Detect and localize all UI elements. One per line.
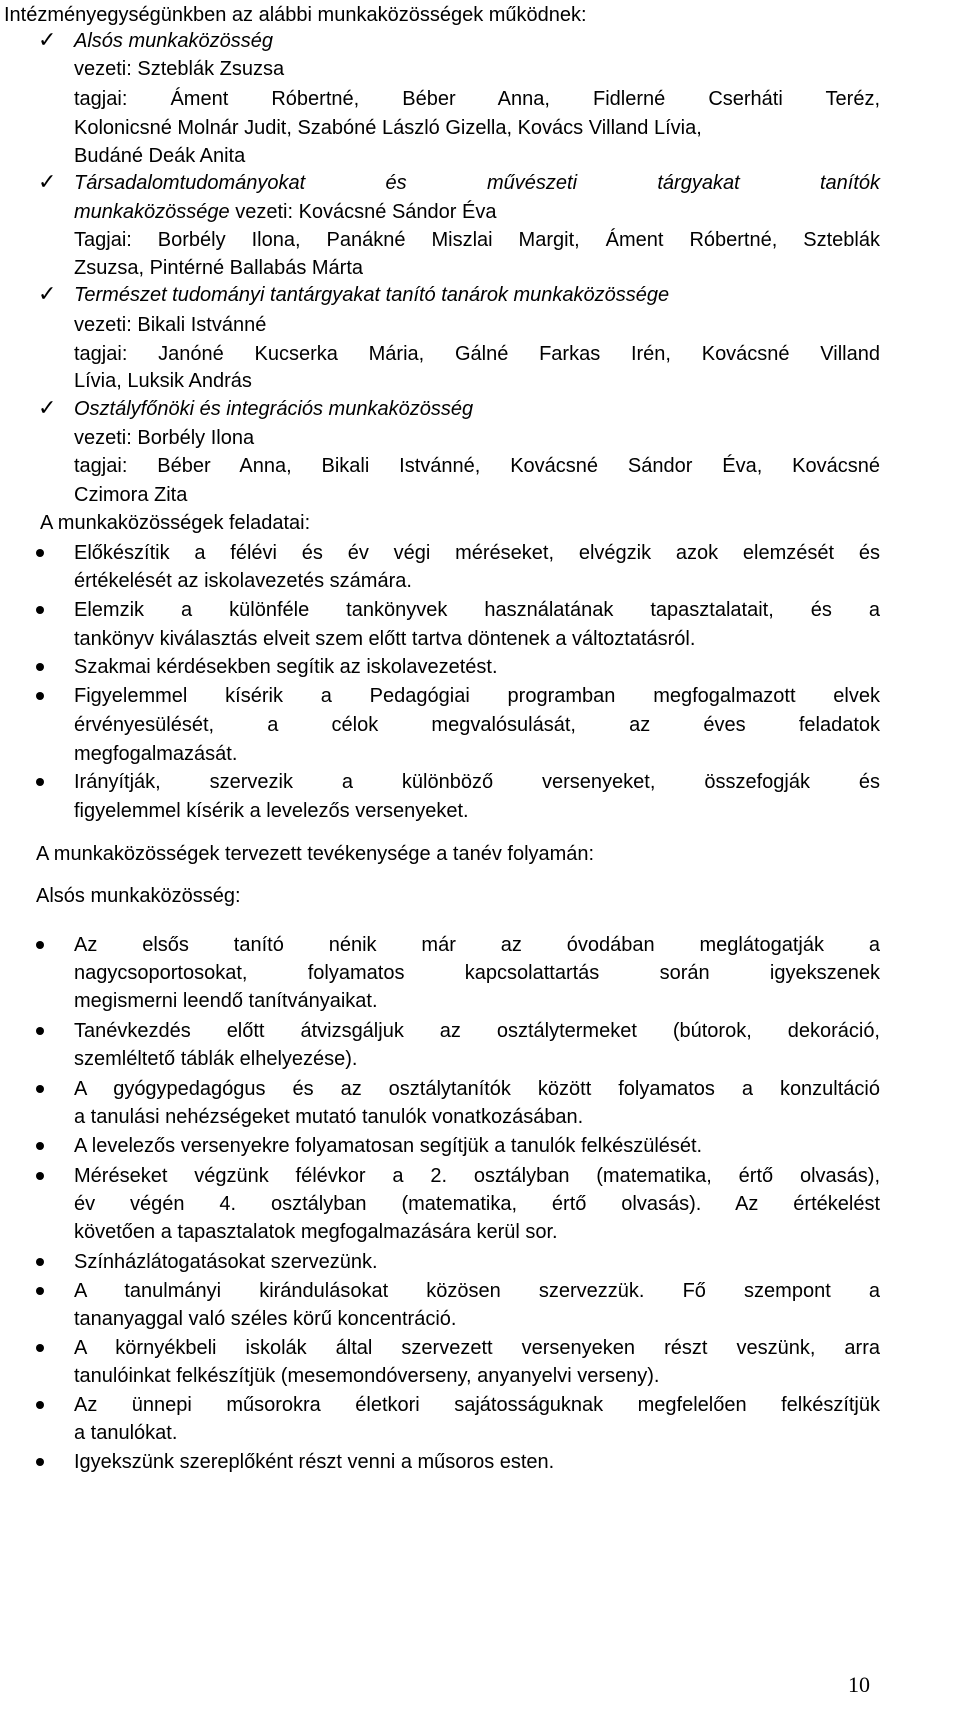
group-members: tagjai: Áment Róbertné, Béber Anna, Fidlerné Cserháti Teréz,: [74, 88, 880, 110]
plan-item: Színházlátogatásokat szervezünk.: [74, 1251, 378, 1273]
tasks-heading: A munkaközösségek feladatai:: [40, 512, 311, 534]
plan-item: megismerni leendő tanítványaikat.: [74, 990, 378, 1012]
plan-item: tananyaggal való széles körű koncentráció.: [74, 1308, 457, 1330]
bullet-dot-icon: [36, 663, 44, 671]
bullet-dot-icon: [36, 1401, 44, 1409]
plan-item: A gyógypedagógus és az osztálytanítók között folyamatos a konzultáció: [74, 1078, 880, 1100]
plan-item: A levelezős versenyekre folyamatosan segítjük a tanulók felkészülését.: [74, 1135, 703, 1157]
group-leader: vezeti: Kovácsné Sándor Éva: [229, 201, 497, 223]
bullet-dot-icon: [36, 549, 44, 557]
plan-item: a tanulási nehézségeket mutató tanulók vonatkozásában.: [74, 1106, 584, 1128]
task-item: tankönyv kiválasztás elveit szem előtt tartva döntenek a változtatásról.: [74, 628, 696, 650]
task-item: megfogalmazását.: [74, 743, 238, 765]
group-members: Czimora Zita: [74, 484, 188, 506]
page-number: 10: [848, 1672, 870, 1697]
bullet-dot-icon: [36, 1258, 44, 1266]
checkmark-icon: ✓: [38, 282, 57, 307]
plan-item: Igyekszünk szereplőként részt venni a műsoros esten.: [74, 1451, 555, 1473]
bullet-dot-icon: [36, 1027, 44, 1035]
intro-text: Intézményegységünkben az alábbi munkaközösségek működnek:: [4, 4, 587, 26]
plan-item: Az ünnepi műsorokra életkori sajátosságuknak megfelelően felkészítjük: [74, 1394, 880, 1416]
bullet-dot-icon: [36, 1142, 44, 1150]
plan-item: tanulóinkat felkészítjük (mesemondóverseny, anyanyelvi verseny).: [74, 1365, 660, 1387]
group-leader: vezeti: Szteblák Zsuzsa: [74, 58, 285, 80]
checkmark-icon: ✓: [38, 396, 57, 421]
group-members: Tagjai: Borbély Ilona, Panákné Miszlai Margit, Áment Róbertné, Szteblák: [74, 229, 880, 251]
group-members: Kolonicsné Molnár Judit, Szabóné László Gizella, Kovács Villand Lívia,: [74, 117, 702, 139]
task-item: Irányítják, szervezik a különböző versenyeket, összefogják és: [74, 771, 880, 793]
group-members: Lívia, Luksik András: [74, 370, 252, 392]
plan-item: A tanulmányi kirándulásokat közösen szervezzük. Fő szempont a: [74, 1280, 880, 1302]
group-members: Zsuzsa, Pintérné Ballabás Márta: [74, 257, 364, 279]
group-title: Osztályfőnöki és integrációs munkaközösség: [74, 398, 474, 420]
plan-item: nagycsoportosokat, folyamatos kapcsolattartás során igyekszenek: [74, 962, 880, 984]
checkmark-icon: ✓: [38, 28, 57, 53]
plan-item: követően a tapasztalatok megfogalmazására kerül sor.: [74, 1221, 558, 1243]
group-members: tagjai: Janóné Kucserka Mária, Gálné Farkas Irén, Kovácsné Villand: [74, 343, 880, 365]
bullet-dot-icon: [36, 1344, 44, 1352]
group-leader: vezeti: Borbély Ilona: [74, 427, 255, 449]
plan-item: Tanévkezdés előtt átvizsgáljuk az osztálytermeket (bútorok, dekoráció,: [74, 1020, 880, 1042]
task-item: értékelését az iskolavezetés számára.: [74, 570, 412, 592]
task-item: Elemzik a különféle tankönyvek használatának tapasztalatait, és a: [74, 599, 880, 621]
bullet-dot-icon: [36, 1172, 44, 1180]
checkmark-icon: ✓: [38, 170, 57, 195]
bullet-dot-icon: [36, 606, 44, 614]
task-item: figyelemmel kísérik a levelezős versenyeket.: [74, 800, 469, 822]
bullet-dot-icon: [36, 1085, 44, 1093]
plan-item: Az elsős tanító nénik már az óvodában meglátogatják a: [74, 934, 880, 956]
bullet-dot-icon: [36, 778, 44, 786]
group-members: Budáné Deák Anita: [74, 145, 246, 167]
plan-item: a tanulókat.: [74, 1422, 178, 1444]
group-members: tagjai: Béber Anna, Bikali Istvánné, Kovácsné Sándor Éva, Kovácsné: [74, 455, 880, 477]
bullet-dot-icon: [36, 941, 44, 949]
bullet-dot-icon: [36, 1458, 44, 1466]
group-title: Alsós munkaközösség: [74, 30, 273, 52]
group-leader: vezeti: Bikali Istvánné: [74, 314, 267, 336]
task-item: Figyelemmel kísérik a Pedagógiai programban megfogalmazott elvek: [74, 685, 880, 707]
task-item: érvényesülését, a célok megvalósulását, az éves feladatok: [74, 714, 880, 736]
plan-item: szemléltető táblák elhelyezése).: [74, 1048, 358, 1070]
group-title-cont: munkaközössége: [74, 201, 230, 223]
group-title-line2: [74, 199, 496, 225]
plan-heading: A munkaközösségek tervezett tevékenysége a tanév folyamán:: [36, 843, 595, 865]
group-title: Természet tudományi tantárgyakat tanító tanárok munkaközössége: [74, 284, 670, 306]
plan-item: év végén 4. osztályban (matematika, értő olvasás). Az értékelést: [74, 1193, 880, 1215]
task-item: Szakmai kérdésekben segítik az iskolavezetést.: [74, 656, 498, 678]
plan-item: Méréseket végzünk félévkor a 2. osztályban (matematika, értő olvasás),: [74, 1165, 880, 1187]
plan-subheading: Alsós munkaközösség:: [36, 885, 241, 907]
bullet-dot-icon: [36, 1287, 44, 1295]
plan-item: A környékbeli iskolák által szervezett versenyeken részt veszünk, arra: [74, 1337, 880, 1359]
task-item: Előkészítik a félévi és év végi méréseket, elvégzik azok elemzését és: [74, 542, 880, 564]
group-title: Társadalomtudományokat és művészeti tárgyakat tanítók: [74, 172, 880, 194]
bullet-dot-icon: [36, 692, 44, 700]
